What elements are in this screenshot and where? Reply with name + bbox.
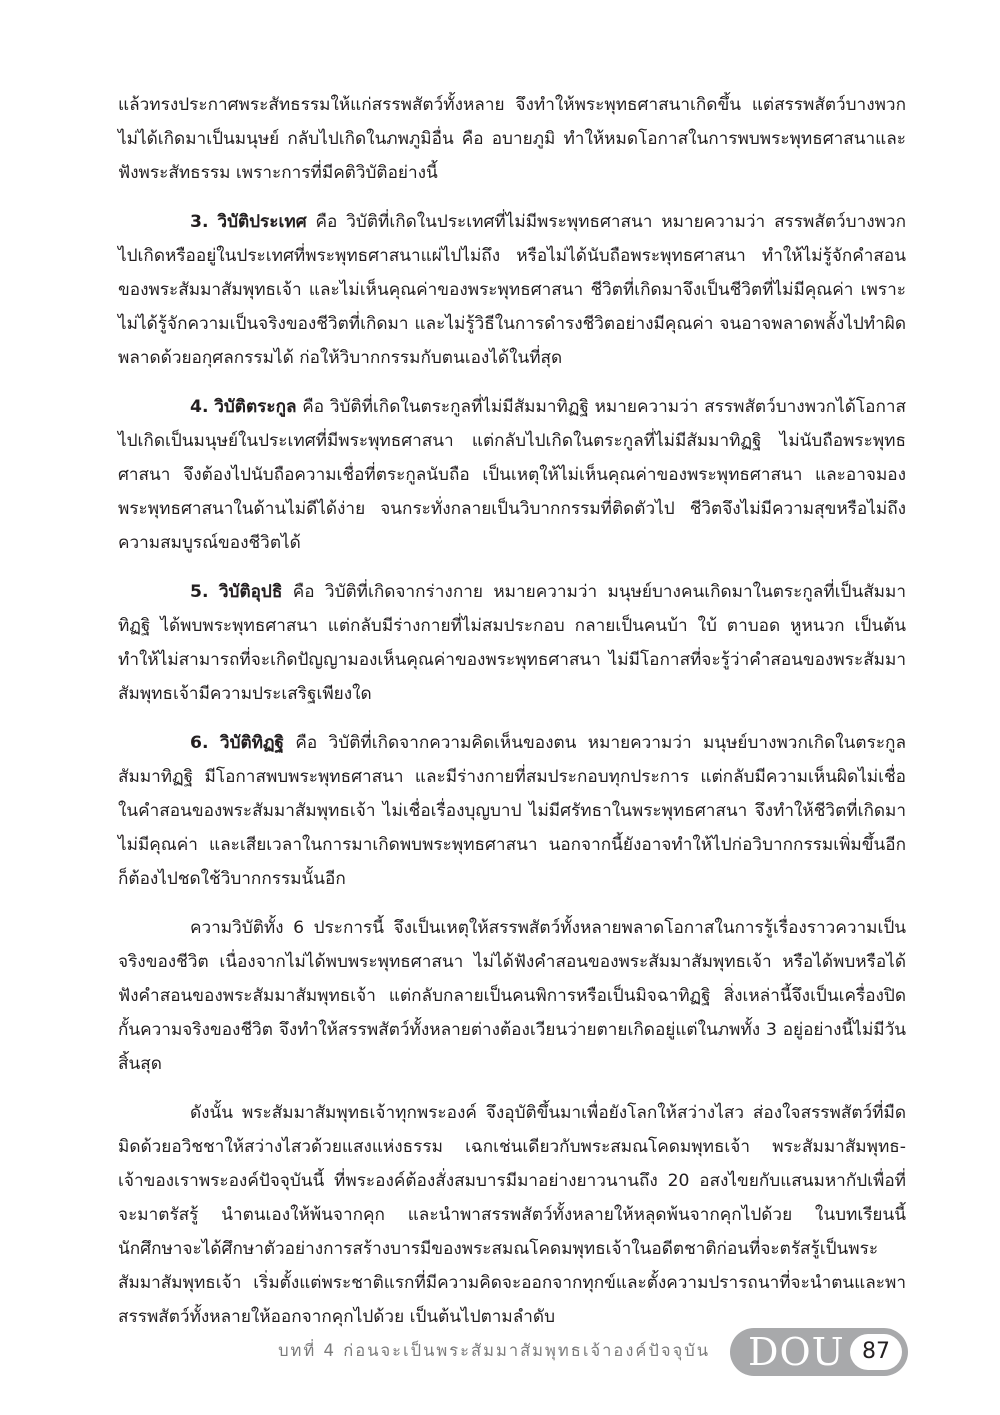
- paragraph-item-3: [118, 205, 906, 375]
- paragraph-text: แล้วทรงประกาศพระสัทธรรมให้แก่สรรพสัตว์ทั้งหลาย จึงทำให้พระพุทธศาสนาเกิดขึ้น แต่สรรพสัตว์บางพวกไม่ได้เกิดมาเป็นมนุษย์ กลับไปเกิดในภพภูมิอื่น คือ อบายภูมิ ทำให้หมดโอกาสในการพบพระพุทธศาสนาและฟังพระสัทธรรม เพราะการที่มีคติวิบัติอย่างนี้: [118, 95, 906, 183]
- item-number: 5.: [190, 582, 209, 602]
- paragraph-intro-continued: [118, 88, 906, 190]
- item-term: วิบัติประเทศ: [217, 212, 307, 232]
- paragraph-text: ความวิบัติทั้ง 6 ประการนี้ จึงเป็นเหตุให้สรรพสัตว์ทั้งหลายพลาดโอกาสในการรู้เรื่องราวความเป็นจริงของชีวิต เนื่องจากไม่ได้พบพระพุทธศาสนา ไม่ได้ฟังคำสอนของพระสัมมาสัมพุทธเจ้า หรือได้พบหรือได้ฟังคำสอนของพระสัมมาสัมพุทธเจ้า แต่กลับกลายเป็นคนพิการหรือเป็นมิจฉาทิฏฐิ สิ่งเหล่านี้จึงเป็นเครื่องปิดกั้นความจริงของชีวิต จึงทำให้สรรพสัตว์ทั้งหลายต่างต้องเวียนว่ายตายเกิดอยู่แต่ในภพทั้ง 3 อยู่อย่างนี้ไม่มีวันสิ้นสุด: [118, 918, 906, 1074]
- item-number: 4.: [190, 397, 209, 417]
- page-badge: [730, 1328, 908, 1376]
- page-body: [118, 88, 906, 1334]
- paragraph-item-4: [118, 390, 906, 560]
- paragraph-text: ดังนั้น พระสัมมาสัมพุทธเจ้าทุกพระองค์ จึงอุบัติขึ้นมาเพื่อยังโลกให้สว่างไสว ส่องใจสรรพสัตว์ที่มืดมิดด้วยอวิชชาให้สว่างไสวด้วยแสงแห่งธรรม เฉกเช่นเดียวกับพระสมณโคดมพุทธเจ้า พระสัมมาสัมพุทธ-เจ้าของเราพระองค์ปัจจุบันนี้ ที่พระองค์ต้องสั่งสมบารมีมาอย่างยาวนานถึง 20 อสงไขยกับแสนมหากัปเพื่อที่จะมาตรัสรู้ นำตนเองให้พ้นจากคุก และนำพาสรรพสัตว์ทั้งหลายให้หลุดพ้นจากคุกไปด้วย ในบทเรียนนี้ นักศึกษาจะได้ศึกษาตัวอย่างการสร้างบารมีของพระสมณโคดมพุทธเจ้าในอดีตชาติก่อนที่จะตรัสรู้เป็นพระสัมมาสัมพุทธเจ้า เริ่มตั้งแต่พระชาติแรกที่มีความคิดจะออกจากทุกข์และตั้งความปรารถนาที่จะนำตนและพาสรรพสัตว์ทั้งหลายให้ออกจากคุกไปด้วย เป็นต้นไปตามลำดับ: [118, 1103, 906, 1327]
- paragraph-text: คือ วิบัติที่เกิดในประเทศที่ไม่มีพระพุทธศาสนา หมายความว่า สรรพสัตว์บางพวกไปเกิดหรืออยู่ในประเทศที่พระพุทธศาสนาแผ่ไปไม่ถึง หรือไม่ได้นับถือพระพุทธศาสนา ทำให้ไม่รู้จักคำสอนของพระสัมมาสัมพุทธเจ้า และไม่เห็นคุณค่าของพระพุทธศาสนา ชีวิตที่เกิดมาจึงเป็นชีวิตที่ไม่มีคุณค่า เพราะไม่ได้รู้จักความเป็นจริงของชีวิตที่เกิดมา และไม่รู้วิธีในการดำรงชีวิตอย่างมีคุณค่า จนอาจพลาดพลั้งไปทำผิดพลาดด้วยอกุศลกรรมได้ ก่อให้วิบากกรรมกับตนเองได้ในที่สุด: [118, 212, 907, 368]
- chapter-title: บทที่ 4 ก่อนจะเป็นพระสัมมาสัมพุทธเจ้าองค์ปัจจุบัน: [278, 1341, 710, 1360]
- dou-logo: DOU: [748, 1330, 845, 1374]
- item-term: วิบัติอุปธิ: [218, 582, 283, 602]
- paragraph-text: คือ วิบัติที่เกิดในตระกูลที่ไม่มีสัมมาทิฏฐิ หมายความว่า สรรพสัตว์บางพวกได้โอกาสไปเกิดเป็นมนุษย์ในประเทศที่มีพระพุทธศาสนา แต่กลับไปเกิดในตระกูลที่ไม่มีสัมมาทิฏฐิ ไม่นับถือพระพุทธศาสนา จึงต้องไปนับถือความเชื่อที่ตระกูลนับถือ เป็นเหตุให้ไม่เห็นคุณค่าของพระพุทธศาสนา และอาจมองพระพุทธศาสนาในด้านไม่ดีได้ง่าย จนกระทั่งกลายเป็นวิบากกรรมที่ติดตัวไป ชีวิตจึงไม่มีความสุขหรือไม่ถึงความสมบูรณ์ของชีวิตได้: [118, 397, 906, 553]
- item-term: วิบัติทิฏฐิ: [219, 733, 284, 753]
- paragraph-item-6: [118, 726, 906, 896]
- paragraph-text: คือ วิบัติที่เกิดจากร่างกาย หมายความว่า มนุษย์บางคนเกิดมาในตระกูลที่เป็นสัมมาทิฏฐิ ได้พบพระพุทธศาสนา แต่กลับมีร่างกายที่ไม่สมประกอบ กลายเป็นคนบ้า ใบ้ ตาบอด หูหนวก เป็นต้น ทำให้ไม่สามารถที่จะเกิดปัญญามองเห็นคุณค่าของพระพุทธศาสนา ไม่มีโอกาสที่จะรู้ว่าคำสอนของพระสัมมาสัมพุทธเจ้ามีความประเสริฐเพียงใด: [118, 582, 906, 704]
- page-number: 87: [850, 1334, 902, 1370]
- paragraph-item-5: [118, 575, 906, 711]
- item-term: วิบัติตระกูล: [214, 397, 297, 417]
- item-number: 6.: [190, 733, 209, 753]
- paragraph-text: คือ วิบัติที่เกิดจากความคิดเห็นของตน หมายความว่า มนุษย์บางพวกเกิดในตระกูลสัมมาทิฏฐิ มีโอกาสพบพระพุทธศาสนา และมีร่างกายที่สมประกอบทุกประการ แต่กลับมีความเห็นผิดไม่เชื่อในคำสอนของพระสัมมาสัมพุทธเจ้า ไม่เชื่อเรื่องบุญบาป ไม่มีศรัทธาในพระพุทธศาสนา จึงทำให้ชีวิตที่เกิดมาไม่มีคุณค่า และเสียเวลาในการมาเกิดพบพระพุทธศาสนา นอกจากนี้ยังอาจทำให้ไปก่อวิบากกรรมเพิ่มขึ้นอีก ก็ต้องไปชดใช้วิบากกรรมนั้นอีก: [118, 733, 906, 889]
- paragraph-summary: [118, 911, 906, 1081]
- paragraph-conclusion: [118, 1096, 906, 1334]
- item-number: 3.: [190, 212, 209, 232]
- page-footer: [0, 1325, 1000, 1381]
